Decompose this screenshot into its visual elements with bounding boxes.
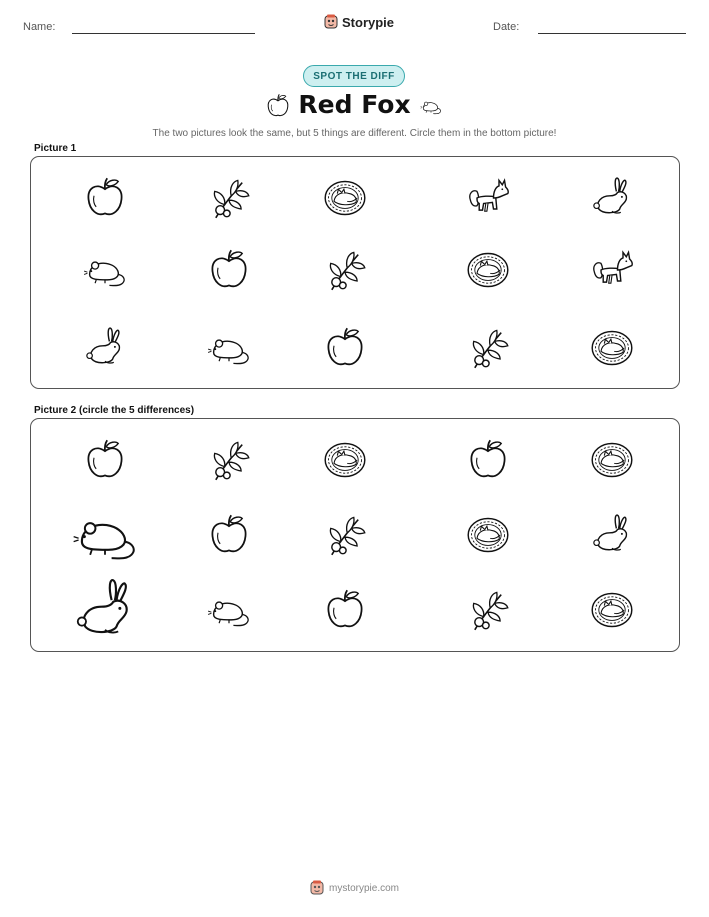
- date-label: Date:: [493, 21, 520, 33]
- berry-branch-icon: [323, 248, 367, 292]
- apple-icon: [207, 248, 251, 292]
- date-line[interactable]: [538, 33, 686, 34]
- rabbit-icon[interactable]: [72, 577, 138, 643]
- rabbit-icon: [83, 326, 127, 370]
- mouse-icon: [207, 326, 251, 370]
- picture2-label: Picture 2 (circle the 5 differences): [34, 405, 195, 416]
- brand-name: Storypie: [342, 14, 395, 30]
- spot-the-diff-badge: SPOT THE DIFF: [303, 65, 405, 87]
- footer: [0, 880, 709, 896]
- storypie-mascot-icon: [324, 14, 338, 30]
- instructions: The two pictures look the same, but 5 things are different. Circle them in the bottom picture!: [152, 128, 557, 139]
- apple-icon[interactable]: [323, 588, 367, 632]
- fox-den-icon: [590, 326, 634, 370]
- picture1-label: Picture 1: [34, 143, 77, 154]
- storypie-mascot-icon: [310, 880, 324, 896]
- fox-den-icon: [466, 248, 510, 292]
- mouse-icon: [83, 248, 127, 292]
- mouse-icon[interactable]: [72, 502, 138, 568]
- fox-icon: [466, 176, 510, 220]
- apple-icon: [83, 176, 127, 220]
- name-label: Name:: [23, 21, 56, 33]
- berry-branch-icon[interactable]: [466, 588, 510, 632]
- fox-den-icon[interactable]: [590, 588, 634, 632]
- apple-icon[interactable]: [466, 438, 510, 482]
- apple-icon[interactable]: [83, 438, 127, 482]
- apple-icon: [323, 326, 367, 370]
- berry-branch-icon: [207, 176, 251, 220]
- fox-den-icon[interactable]: [590, 438, 634, 482]
- rabbit-icon[interactable]: [590, 513, 634, 557]
- title-mouse-icon: [416, 95, 446, 117]
- name-line[interactable]: [72, 33, 255, 34]
- apple-icon[interactable]: [207, 513, 251, 557]
- rabbit-icon: [590, 176, 634, 220]
- berry-branch-icon[interactable]: [207, 438, 251, 482]
- fox-den-icon[interactable]: [466, 513, 510, 557]
- mouse-icon[interactable]: [207, 588, 251, 632]
- fox-icon: [590, 248, 634, 292]
- brand-logo: [324, 14, 394, 30]
- page-title: Red Fox: [298, 90, 411, 119]
- berry-branch-icon: [466, 326, 510, 370]
- fox-den-icon[interactable]: [323, 438, 367, 482]
- fox-den-icon: [323, 176, 367, 220]
- berry-branch-icon[interactable]: [323, 513, 367, 557]
- footer-site[interactable]: mystorypie.com: [328, 882, 399, 894]
